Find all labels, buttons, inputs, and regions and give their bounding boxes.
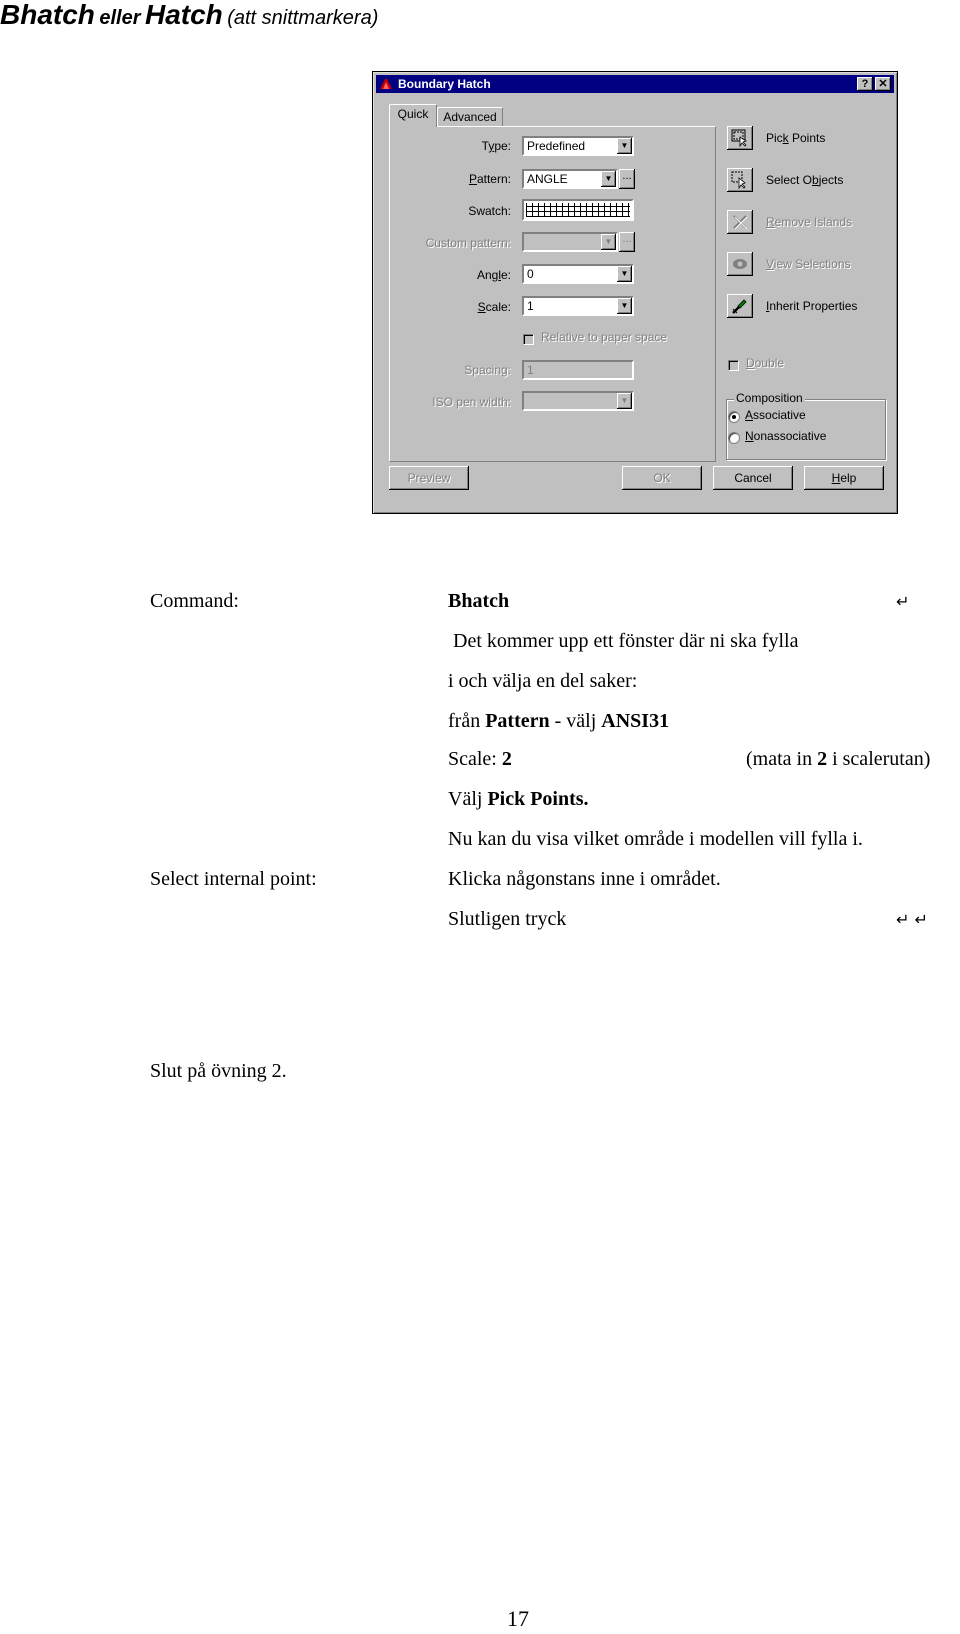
custom-pattern-browse-button[interactable]: ... [619, 232, 635, 252]
select-objects-icon [731, 171, 749, 189]
page-number: 17 [507, 1606, 529, 1631]
double-checkbox[interactable] [728, 360, 739, 371]
instruction-pick-points: Välj Pick Points. [448, 788, 589, 810]
dialog-title: Boundary Hatch [398, 77, 491, 91]
angle-select[interactable] [522, 264, 634, 284]
relative-paper-space-checkbox[interactable] [523, 334, 534, 345]
associative-radio[interactable] [728, 411, 740, 423]
enter-key-icon: ↵ [896, 592, 910, 611]
angle-label: Angle: [476, 268, 511, 282]
inherit-properties-icon [731, 297, 749, 315]
select-objects-button[interactable] [727, 168, 753, 192]
command-label: Command: [150, 590, 239, 612]
dialog-titlebar [376, 75, 894, 93]
chevron-down-icon[interactable]: ▼ [617, 393, 632, 409]
pick-points-button[interactable] [727, 126, 753, 150]
swatch-label: Swatch: [468, 204, 511, 218]
relative-paper-space-label: Relative to paper space [541, 330, 668, 344]
pattern-browse-button[interactable]: ... [619, 169, 635, 189]
help-button[interactable]: Help [804, 466, 884, 490]
double-label: Double [746, 356, 785, 370]
select-objects-label: Select Objects [766, 173, 844, 187]
heading-note: (att snittmarkera) [227, 7, 379, 29]
double-enter-icon: ↵ ↵ [896, 910, 928, 929]
chevron-down-icon[interactable]: ▼ [617, 138, 632, 154]
scale-value: 1 [527, 299, 534, 313]
iso-pen-width-select[interactable] [522, 391, 634, 411]
instruction-scale: Scale: 2 [448, 748, 512, 770]
chevron-down-icon[interactable]: ▼ [617, 298, 632, 314]
instruction-slut: Slutligen tryck [448, 908, 567, 930]
hatch-swatch-pattern [526, 203, 630, 217]
end-of-exercise: Slut på övning 2. [150, 1060, 287, 1082]
pattern-label: Pattern: [468, 172, 511, 186]
heading-eller: eller [99, 7, 141, 29]
inherit-properties-label: Inherit Properties [766, 299, 858, 313]
nonassociative-radio[interactable] [728, 432, 740, 444]
nonassociative-label: Nonassociative [745, 429, 827, 443]
spacing-value: 1 [527, 363, 534, 377]
scale-label: Scale: [477, 300, 511, 314]
pick-points-icon [731, 129, 749, 147]
pattern-value: ANGLE [527, 172, 568, 186]
tab-advanced[interactable]: Advanced [437, 107, 503, 126]
instruction-scale-note: (mata in 2 i scalerutan) [746, 748, 931, 770]
heading-hatch: Hatch [144, 0, 223, 30]
view-selections-label: View Selections [766, 257, 851, 271]
view-selections-icon [731, 255, 749, 273]
heading-bhatch: Bhatch [0, 0, 95, 30]
swatch-preview[interactable] [522, 199, 634, 221]
close-title-button[interactable]: ✕ [875, 77, 891, 91]
boundary-hatch-dialog [372, 71, 898, 514]
custom-pattern-label: Custom pattern: [425, 236, 511, 250]
associative-label: Associative [745, 408, 806, 422]
custom-pattern-select[interactable] [522, 232, 618, 252]
remove-islands-button[interactable] [727, 210, 753, 234]
inherit-properties-button[interactable] [727, 294, 753, 318]
help-title-button[interactable]: ? [857, 77, 873, 91]
select-internal-point-label: Select internal point: [150, 868, 317, 890]
instruction-klicka: Klicka någonstans inne i området. [448, 868, 721, 890]
type-select[interactable] [522, 136, 634, 156]
spacing-label: Spacing: [464, 363, 511, 377]
scale-select[interactable] [522, 296, 634, 316]
ok-button[interactable]: OK [622, 466, 702, 490]
page-heading [0, 0, 378, 35]
pattern-select[interactable] [522, 169, 618, 189]
spacing-input[interactable] [522, 360, 634, 380]
chevron-down-icon[interactable]: ▼ [601, 234, 616, 250]
iso-pen-width-label: ISO pen width: [432, 395, 511, 409]
chevron-down-icon[interactable]: ▼ [617, 266, 632, 282]
tab-quick[interactable]: Quick [389, 104, 437, 127]
instruction-visa: Nu kan du visa vilket område i modellen vill fylla i. [448, 828, 863, 850]
instruction-line-1: Det kommer upp ett fönster där ni ska fylla [453, 630, 799, 652]
view-selections-button[interactable] [727, 252, 753, 276]
type-label: Type: [481, 139, 511, 153]
chevron-down-icon[interactable]: ▼ [601, 171, 616, 187]
remove-islands-label: Remove Islands [766, 215, 853, 229]
autocad-app-icon [379, 77, 393, 91]
angle-value: 0 [527, 267, 534, 281]
type-value: Predefined [527, 139, 586, 153]
preview-button[interactable]: Preview [389, 466, 469, 490]
cancel-button[interactable]: Cancel [713, 466, 793, 490]
command-value: Bhatch [448, 590, 510, 612]
instruction-line-2: i och välja en del saker: [448, 670, 638, 692]
remove-islands-icon [731, 213, 749, 231]
pick-points-label: Pick Points [766, 131, 826, 145]
instruction-pattern: från Pattern - välj ANSI31 [448, 710, 670, 732]
composition-label: Composition [736, 391, 803, 405]
